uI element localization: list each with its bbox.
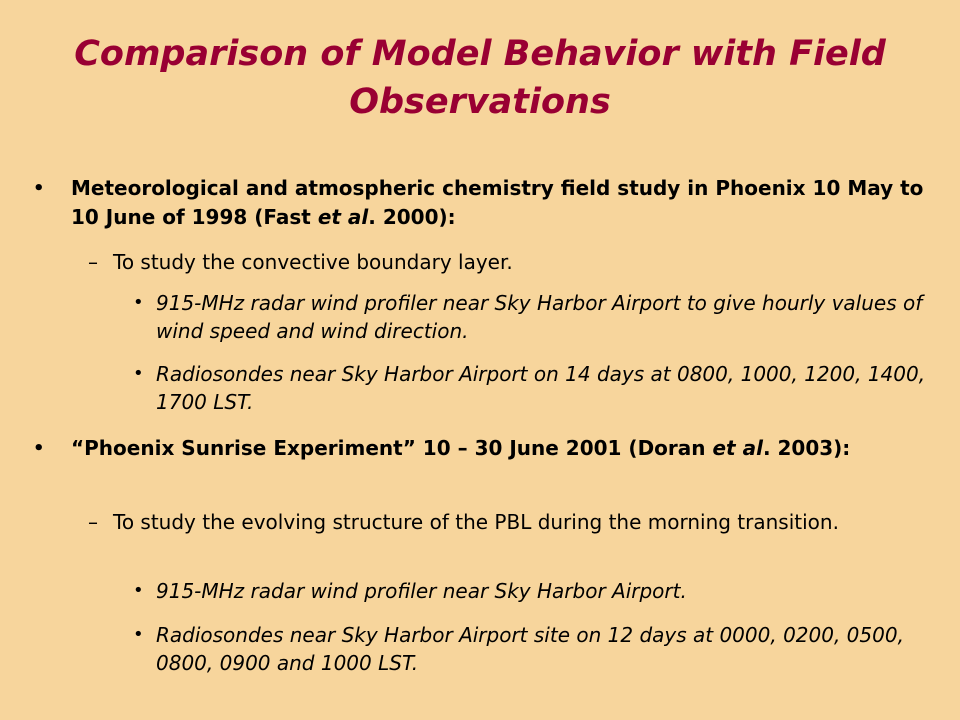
section-2-point-1 — [133, 577, 933, 605]
section-2-heading-text: “Phoenix Sunrise Experiment” 10 – 30 June 2001 (Doran et al. 2003): — [71, 436, 851, 460]
bullet-icon: • — [133, 292, 144, 313]
section-2-point-2 — [133, 621, 933, 677]
bullet-icon: • — [33, 178, 45, 199]
section-2-point-2-text: Radiosondes near Sky Harbor Airport site on 12 days at 0000, 0200, 0500, 0800, 0900 and 1000 LST. — [156, 623, 904, 675]
bullet-icon: • — [33, 438, 45, 459]
dash-icon: – — [88, 510, 98, 534]
bullet-icon: • — [133, 624, 144, 645]
section-1-subpoint-text: To study the convective boundary layer. — [113, 250, 513, 274]
section-1-point-1-text: 915-MHz radar wind profiler near Sky Harbor Airport to give hourly values of wind speed and wind direction. — [156, 291, 923, 343]
section-1-point-2 — [133, 360, 933, 416]
section-1-point-2-text: Radiosondes near Sky Harbor Airport on 14 days at 0800, 1000, 1200, 1400, 1700 LST. — [156, 362, 926, 414]
section-1-point-1 — [133, 289, 933, 345]
section-2-subpoint — [88, 508, 938, 536]
dash-icon: – — [88, 250, 98, 274]
section-1-heading-text: Meteorological and atmospheric chemistry field study in Phoenix 10 May to 10 June of 1998 (Fast et al. 2000): — [71, 176, 924, 229]
section-2-subpoint-text: To study the evolving structure of the PBL during the morning transition. — [113, 510, 839, 534]
slide-title: Comparison of Model Behavior with Field Observations — [74, 34, 886, 122]
section-2-point-1-text: 915-MHz radar wind profiler near Sky Harbor Airport. — [156, 579, 687, 603]
bullet-icon: • — [133, 580, 144, 601]
section-2-heading — [33, 434, 933, 463]
section-1-heading — [33, 174, 933, 232]
section-1-subpoint — [88, 248, 938, 276]
bullet-icon: • — [133, 363, 144, 384]
